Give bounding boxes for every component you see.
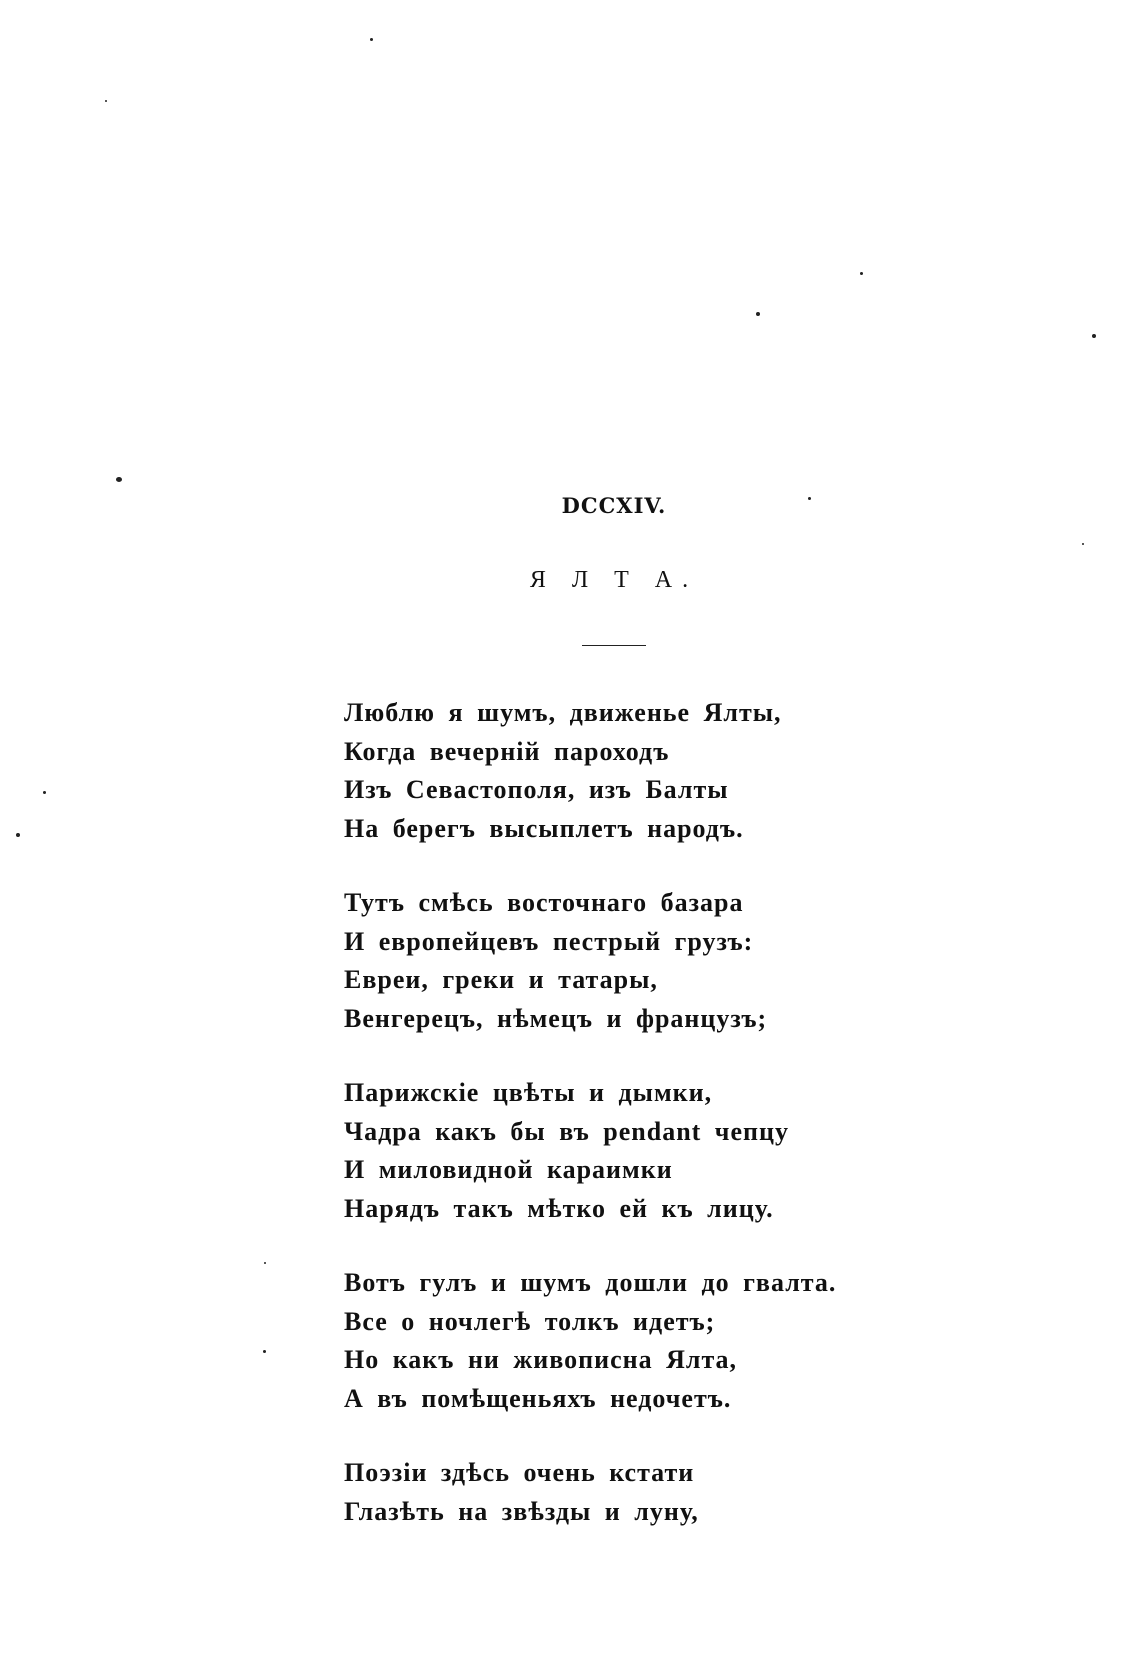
scan-speck <box>43 791 46 794</box>
verse-line: А въ помѣщеньяхъ недочетъ. <box>344 1383 732 1413</box>
verse-line: Венгерецъ, нѣмецъ и французъ; <box>344 1003 768 1033</box>
verse-line: Когда вечерній пароходъ <box>344 736 670 766</box>
poem-title: Я Л Т А. <box>529 567 699 593</box>
verse-line: Изъ Севастополя, изъ Балты <box>344 775 729 804</box>
poem-body <box>344 694 1044 1567</box>
verse-line: Вотъ гулъ и шумъ дошли до гвалта. <box>344 1268 837 1297</box>
verse-line: Все о ночлегѣ толкъ идетъ; <box>344 1306 716 1336</box>
verse-line: На берегъ высыплетъ народъ. <box>344 813 744 843</box>
scan-speck <box>1082 543 1084 545</box>
stanza <box>344 694 1044 848</box>
scan-speck <box>264 1262 266 1264</box>
stanza <box>344 884 1044 1038</box>
scan-speck <box>1092 334 1096 338</box>
verse-line: Люблю я шумъ, движенье Ялты, <box>344 698 782 727</box>
stanza <box>344 1074 1044 1228</box>
verse-line: Тутъ смѣсь восточнаго базара <box>344 888 744 917</box>
poem-number: DCCXIV. <box>561 493 667 518</box>
scan-speck <box>860 272 863 275</box>
stanza <box>344 1264 1044 1418</box>
verse-line: Парижскіе цвѣты и дымки, <box>344 1078 713 1107</box>
verse-line: Чадра какъ бы въ pendant чепцу <box>344 1116 789 1146</box>
scan-speck <box>116 477 122 482</box>
verse-line: Но какъ ни живописна Ялта, <box>344 1345 738 1374</box>
scan-speck <box>370 38 373 41</box>
scan-speck <box>105 100 107 102</box>
verse-line: И европейцевъ пестрый грузъ: <box>344 926 754 956</box>
verse-line: Евреи, греки и татары, <box>344 965 658 994</box>
scan-speck <box>16 833 20 837</box>
scan-speck <box>756 312 760 316</box>
stanza <box>344 1454 1044 1531</box>
scan-speck <box>263 1350 266 1353</box>
verse-line: Нарядъ такъ мѣтко ей къ лицу. <box>344 1193 774 1223</box>
title-divider <box>582 645 646 646</box>
verse-line: Глазѣть на звѣзды и луну, <box>344 1496 699 1526</box>
verse-line: И миловидной караимки <box>344 1155 673 1184</box>
verse-line: Поэзіи здѣсь очень кстати <box>344 1458 695 1487</box>
